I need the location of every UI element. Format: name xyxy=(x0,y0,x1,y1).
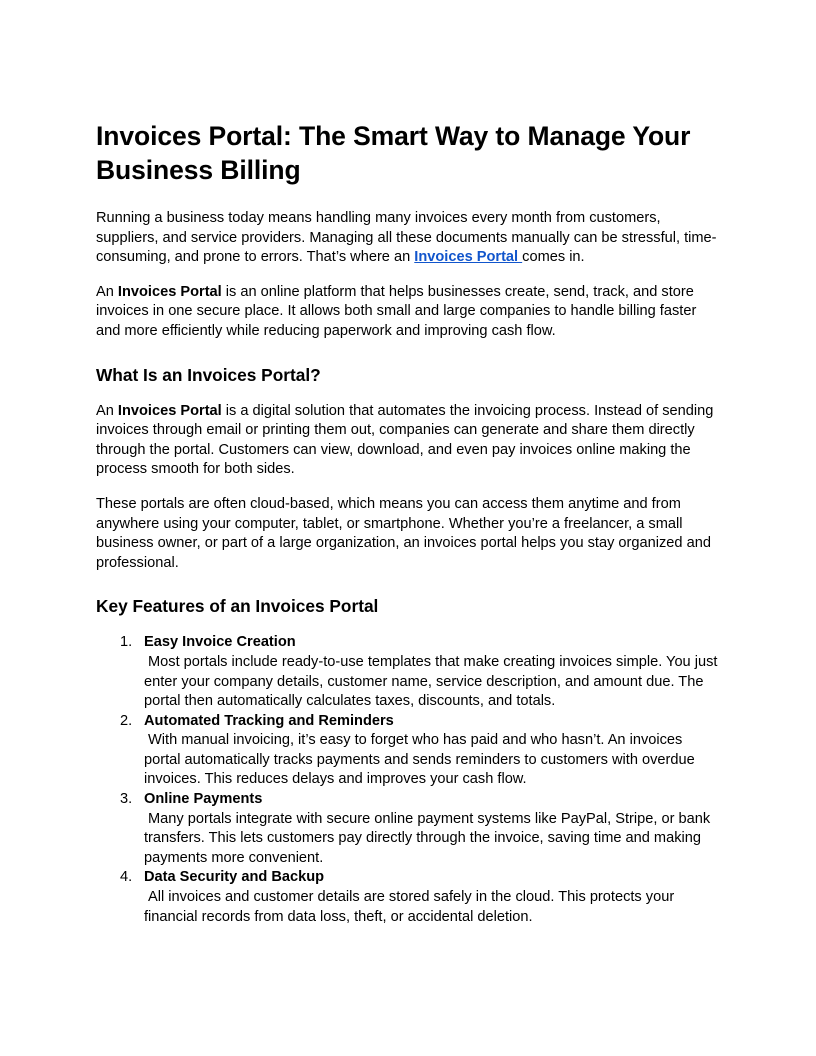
intro-p1-text-end: comes in. xyxy=(522,249,585,266)
list-item-title: Data Security and Backup xyxy=(144,869,325,886)
document-title: Invoices Portal: The Smart Way to Manage Your Business Billing xyxy=(96,121,691,185)
list-item-title: Easy Invoice Creation xyxy=(144,634,296,651)
section1-paragraph-2: These portals are often cloud-based, which means you can access them anytime and from anywhere using your computer, tablet, or smartphone. Whether you’re a freelancer, a small business owner, or part of a large organization, an invoices portal helps you stay organized and professional. xyxy=(96,495,711,571)
list-item-number: 1. xyxy=(120,634,133,651)
list-item-description: Many portals integrate with secure online payment systems like PayPal, Stripe, or bank transfers. This lets customers pay directly through the invoice, saving time and making payments more convenient. xyxy=(144,810,711,866)
intro-p2-bold: Invoices Portal xyxy=(117,283,222,300)
list-item xyxy=(96,868,720,927)
list-item-title: Online Payments xyxy=(144,791,263,808)
section1-p1-prefix: An xyxy=(96,402,118,419)
section-heading-what-is: What Is an Invoices Portal? xyxy=(96,364,321,385)
features-list xyxy=(96,633,720,927)
intro-paragraph-1 xyxy=(96,209,720,268)
intro-p2-rest: is an online platform that helps businesses create, send, track, and store invoices in one secure place. It allows both small and large companies to handle billing faster and more efficiently while reducing paperwork and improving cash flow. xyxy=(96,283,697,339)
list-item-number: 4. xyxy=(120,869,133,886)
document-page xyxy=(96,119,720,927)
list-item-description: With manual invoicing, it’s easy to forget who has paid and who hasn’t. An invoices portal automatically tracks payments and sends reminders to customers with overdue invoices. This reduces delays and improves your cash flow. xyxy=(144,732,695,788)
intro-paragraph-2 xyxy=(96,283,720,342)
intro-p1-text: Running a business today means handling many invoices every month from customers, suppliers, and service providers. Managing all these documents manually can be stressful, time-consuming, and prone to errors. That’s where an xyxy=(96,210,717,266)
list-item-number: 3. xyxy=(120,791,133,808)
list-item-description: Most portals include ready-to-use templates that make creating invoices simple. You just enter your company details, customer name, service description, and amount due. The portal then automatically calculates taxes, discounts, and totals. xyxy=(144,653,718,710)
intro-p2-prefix: An xyxy=(96,283,118,300)
list-item xyxy=(96,712,720,790)
list-item-number: 2. xyxy=(120,712,133,729)
invoices-portal-link[interactable]: Invoices Portal xyxy=(414,249,523,266)
list-item xyxy=(96,790,720,868)
section1-paragraph-1 xyxy=(96,402,720,480)
list-item-title: Automated Tracking and Reminders xyxy=(144,712,394,729)
section1-p1-rest: is a digital solution that automates the invoicing process. Instead of sending invoices through email or printing them out, companies can generate and share them directly through the portal. Customers can view, download, and even pay invoices online making the process smooth for both sides. xyxy=(96,402,714,478)
section-heading-key-features: Key Features of an Invoices Portal xyxy=(96,596,379,617)
list-item xyxy=(96,633,720,711)
list-item-description: All invoices and customer details are stored safely in the cloud. This protects your financial records from data loss, theft, or accidental deletion. xyxy=(144,889,675,925)
section1-p1-bold: Invoices Portal xyxy=(117,402,222,419)
